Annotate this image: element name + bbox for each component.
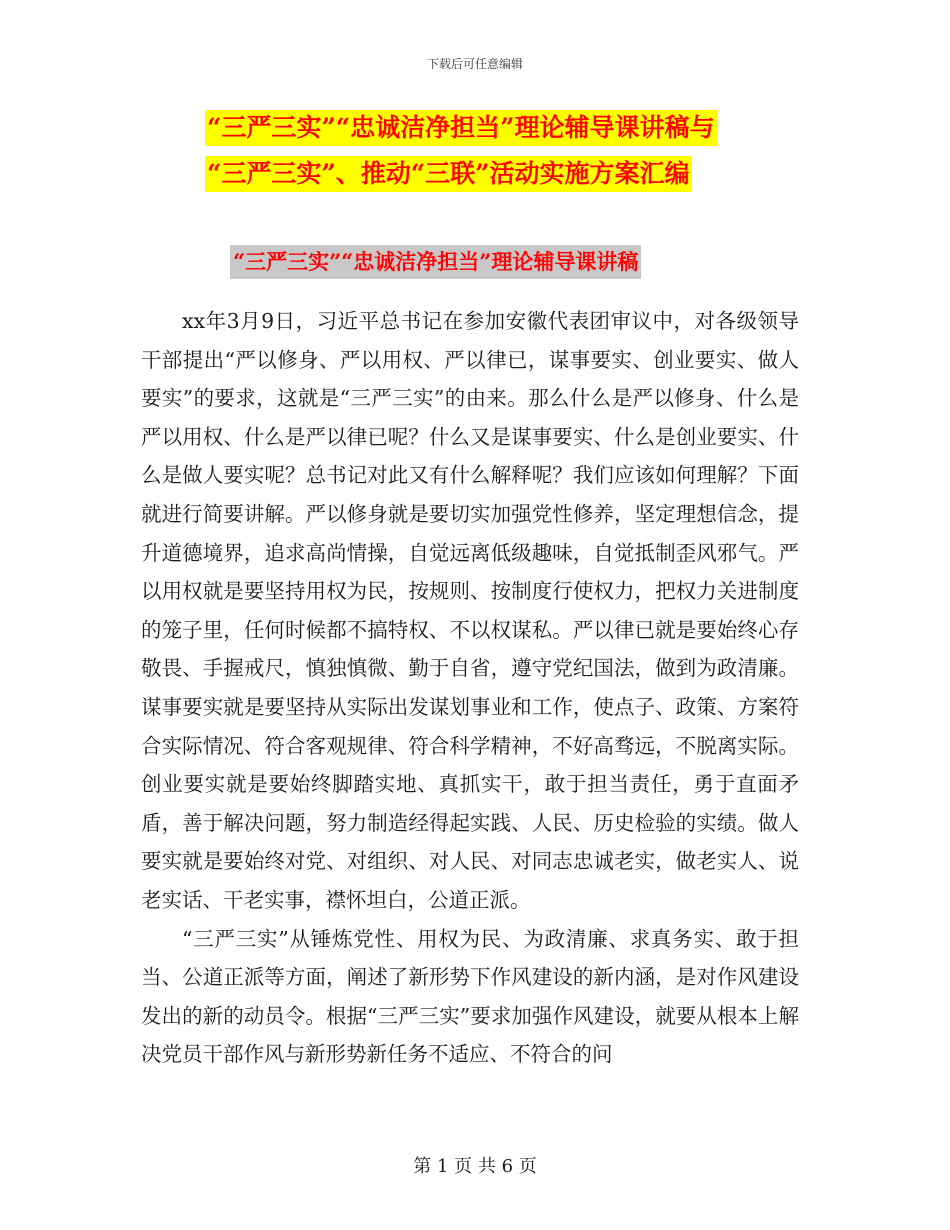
page-footer: 第 1 页 共 6 页 [413, 1156, 537, 1177]
document-title-line-2: “三严三实”、推动“三联”活动实施方案汇编 [205, 156, 692, 192]
body-text [141, 302, 799, 1074]
body-paragraph-1: xx年3月9日，习近平总书记在参加安徽代表团审议中，对各级领导干部提出“严以修身、严以用权、严以律已，谋事要实、创业要实、做人要实”的要求，这就是“三严三实”的由来。那么什么是严以修身、什么是严以用权、什么是严以律已呢？什么又是谋事要实、什么是创业要实、什么是做人要实呢？总书记对此又有什么解释呢？我们应该如何理解？下面就进行简要讲解。严以修身就是要切实加强党性修养，坚定理想信念，提升道德境界，追求高尚情操，自觉远离低级趣味，自觉抵制歪风邪气。严以用权就是要坚持用权为民，按规则、按制度行使权力，把权力关进制度的笼子里，任何时候都不搞特权、不以权谋私。严以律已就是要始终心存敬畏、手握戒尺，慎独慎微、勤于自省，遵守党纪国法，做到为政清廉。谋事要实就是要坚持从实际出发谋划事业和工作，使点子、政策、方案符合实际情况、符合客观规律、符合科学精神，不好高骛远，不脱离实际。创业要实就是要始终脚踏实地、真抓实干，敢于担当责任，勇于直面矛盾，善于解决问题，努力制造经得起实践、人民、历史检验的实绩。做人要实就是要始终对党、对组织、对人民、对同志忠诚老实，做老实人、说老实话、干老实事，襟怀坦白，公道正派。 [141, 309, 799, 912]
body-paragraph-2: “三严三实”从锤炼党性、用权为民、为政清廉、求真务实、敢于担当、公道正派等方面，阐述了新形势下作风建设的新内涵，是对作风建设发出的新的动员令。根据“三严三实”要求加强作风建设，就要从根本上解决党员干部作风与新形势新任务不适应、不符合的问 [141, 926, 799, 1067]
section-heading: “三严三实”“忠诚洁净担当”理论辅导课讲稿 [230, 245, 641, 279]
document-title-line-1: “三严三实”“忠诚洁净担当”理论辅导课讲稿与 [205, 110, 717, 146]
header-note: 下载后可任意编辑 [426, 57, 523, 71]
